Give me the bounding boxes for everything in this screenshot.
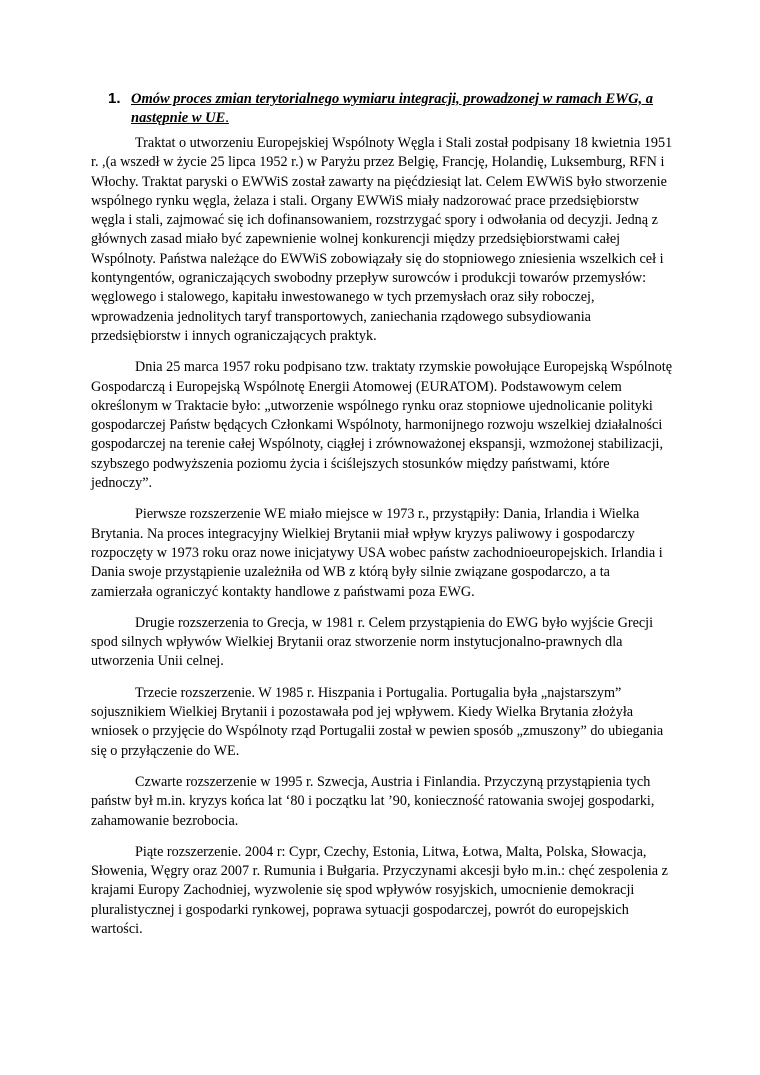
question-title [131, 90, 668, 128]
paragraph-fifth-enlargement: Piąte rozszerzenie. 2004 r: Cypr, Czechy, Estonia, Litwa, Łotwa, Malta, Polska, Słowacja, Słowenia, Węgry oraz 2007 r. Rumunia i Bułgaria. Przyczynami akcesji było m.in.: chęć zespolenia z krajami Europy Zachodniej, wyzwolenie się spod wpływów rosyjskich, umocnienie demokracji pluralistycznej i gospodarki rynkowej, poprawa sytuacji gospodarczej, powrót do europejskich wartości. [91, 843, 668, 937]
question-title-end: . [225, 110, 229, 126]
paragraph-ewwis: Traktat o utworzeniu Europejskiej Wspólnoty Węgla i Stali został podpisany 18 kwietnia 1951 r. ,(a wszedł w życie 25 lipca 1952 r.) w Paryżu przez Belgię, Francję, Holandię, Luksemburg, RFN i Włochy. Traktat paryski o EWWiS został zawarty na pięćdziesiąt lat. Celem EWWiS było stworzenie wspólnego rynku węgla, żelaza i stali. Organy EWWiS miały nadzorować prace przedsiębiorstw węgla i stali, zajmować się ich dofinansowaniem, rozstrzygać spory i odwołania od decyzji. Jedną z głównych zasad miało być zapewnienie wolnej konkurencji między przedsiębiorstwami całej Wspólnoty. Państwa należące do EWWiS zobowiązały się do stopniowego zniesienia wszelkich ceł i kontyngentów, ograniczających swobodny przepływ surowców i produkcji towarów przemysłów: węglowego i stalowego, kapitału inwestowanego w tych przemysłach oraz siły roboczej, wprowadzenia jednolitych taryf transportowych, zaniechania rządowego subsydiowania przedsiębiorstw i innych ograniczających praktyk. [91, 135, 673, 344]
question-title-line1: Omów proces zmian terytorialnego wymiaru integracji, prowadzonej w ramach EWG, a [131, 91, 654, 107]
paragraph-treaties-of-rome: Dnia 25 marca 1957 roku podpisano tzw. traktaty rzymskie powołujące Europejską Wspólnotę Gospodarczą i Europejską Wspólnotę Energii Atomowej (EURATOM). Podstawowym celem określonym w Traktacie było: „utworzenie wspólnego rynku oraz stopniowe ujednolicanie polityki gospodarczej Państw będących Członkami Wspólnoty, harmonijnego rozwoju wszelkiej działalności gospodarczej na terenie całej Wspólnoty, ciągłej i zrównoważonej ekspansji, wzmożonej stabilizacji, szybszego podwyższenia poziomu życia i ściślejszych stosunków między państwami, które jednoczy”. [91, 359, 673, 492]
question-number: 1. [108, 90, 121, 107]
paragraph-third-enlargement: Trzecie rozszerzenie. W 1985 r. Hiszpania i Portugalia. Portugalia była „najstarszym” sojusznikiem Wielkiej Brytanii i pozostawała pod jej wpływem. Kiedy Wielka Brytania złożyła wniosek o przyjęcie do Wspólnoty rząd Portugalii został w pewien sposób „zmuszony” do ubiegania się o przyłączenie do WE. [91, 684, 664, 759]
paragraph-second-enlargement: Drugie rozszerzenia to Grecja, w 1981 r. Celem przystąpienia do EWG było wyjście Grecji spod silnych wpływów Wielkiej Brytanii oraz stworzenie norm instytucjonalno-prawnych dla utworzenia Unii celnej. [91, 614, 654, 670]
question-title-line2: następnie w UE [131, 110, 226, 126]
paragraph-fourth-enlargement: Czwarte rozszerzenie w 1995 r. Szwecja, Austria i Finlandia. Przyczyną przystąpienia tych państw był m.in. kryzys końca lat ‘80 i początku lat ’90, konieczność ratowania swojej gospodarki, zahamowanie bezrobocia. [91, 773, 655, 829]
answer-body [91, 134, 673, 951]
question-heading [108, 90, 668, 128]
paragraph-first-enlargement: Pierwsze rozszerzenie WE miało miejsce w 1973 r., przystąpiły: Dania, Irlandia i Wielka Brytania. Na proces integracyjny Wielkiej Brytanii miał wpływ kryzys paliwowy i gospodarczy rozpoczęty w 1973 roku oraz nowe inicjatywy USA wobec państw zachodnioeuropejskich. Irlandia i Dania swoje przystąpienie uzależniła od WB z którą były silnie związane gospodarczo, a ta zamierzała ograniczyć kontakty handlowe z państwami poza EWG. [91, 506, 663, 600]
